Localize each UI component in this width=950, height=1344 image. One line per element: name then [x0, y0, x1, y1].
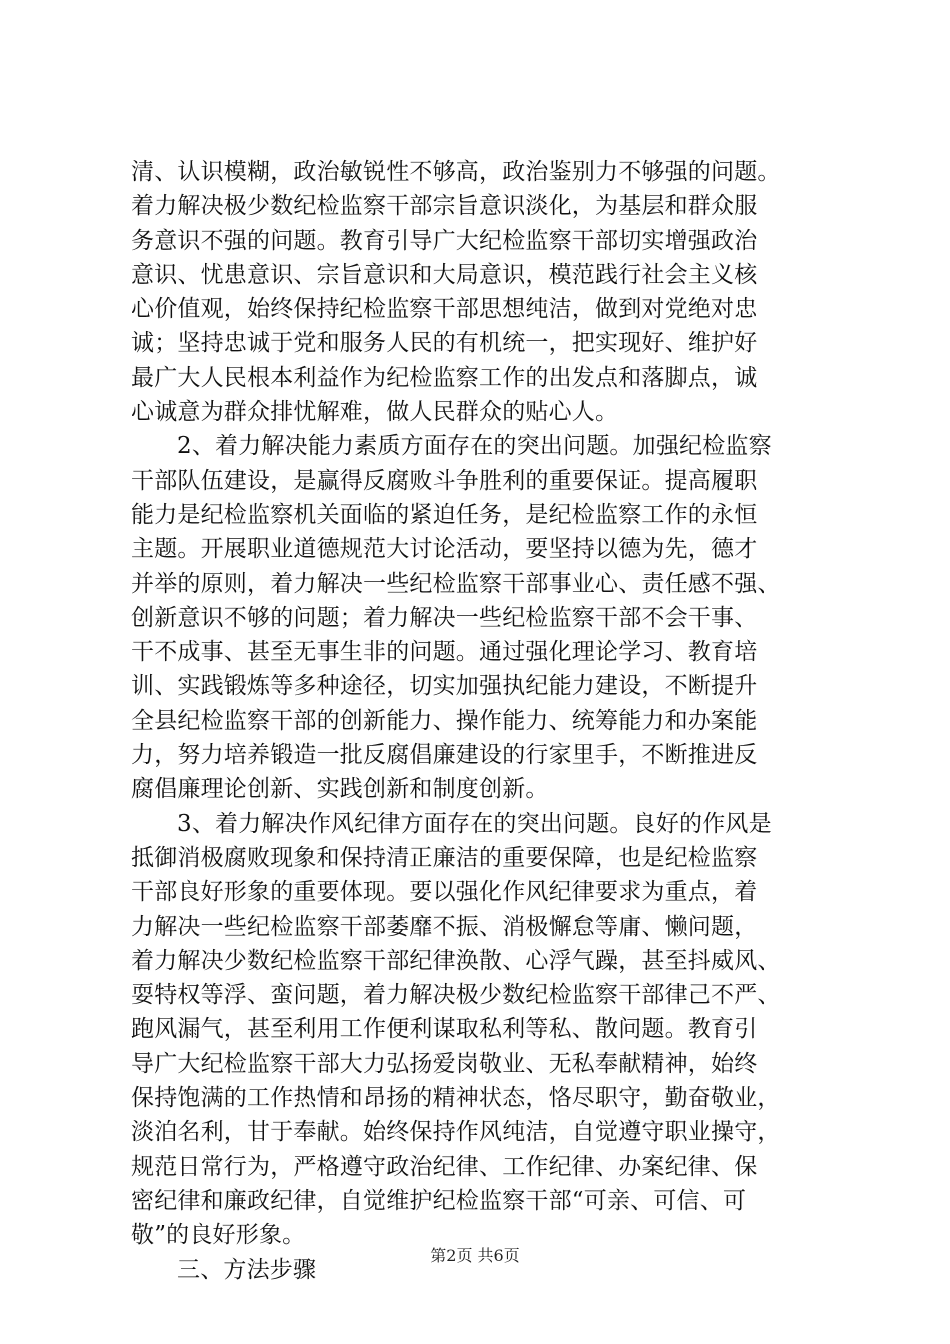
text-line: 密纪律和廉政纪律，自觉维护纪检监察干部“可亲、可信、可 — [131, 1187, 747, 1214]
text-line: 心诚意为群众排忧解难，做人民群众的贴心人。 — [131, 399, 619, 426]
paragraph-work-style-discipline — [131, 807, 831, 1253]
text-line: 干不成事、甚至无事生非的问题。通过强化理论学习、教育培 — [131, 639, 758, 666]
text-line: 干部良好形象的重要体现。要以强化作风纪律要求为重点，着 — [131, 879, 758, 906]
text-line: 力解决一些纪检监察干部萎靡不振、消极懈怠等庸、懒问题， — [131, 913, 758, 940]
text-line: 保持饱满的工作热情和昂扬的精神状态，恪尽职守，勤奋敬业， — [131, 1085, 781, 1112]
text-line: 淡泊名利，甘于奉献。始终保持作风纯洁，自觉遵守职业操守， — [131, 1119, 781, 1146]
text-line: 并举的原则，着力解决一些纪检监察干部事业心、责任感不强、 — [131, 570, 781, 597]
document-body — [131, 155, 831, 1287]
text-line: 规范日常行为，严格遵守政治纪律、工作纪律、办案纪律、保 — [131, 1153, 758, 1180]
text-line: 最广大人民根本利益作为纪检监察工作的出发点和落脚点，诚 — [131, 364, 758, 391]
text-line: 着力解决少数纪检监察干部纪律涣散、心浮气躁，甚至抖威风、 — [131, 947, 781, 974]
paragraph-ability-quality — [131, 429, 831, 806]
text-line: 创新意识不够的问题；着力解决一些纪检监察干部不会干事、 — [131, 604, 758, 631]
text-line: 主题。开展职业道德规范大讨论活动，要坚持以德为先，德才 — [131, 536, 758, 563]
text-line: 意识、忧患意识、宗旨意识和大局意识，模范践行社会主义核 — [131, 261, 758, 288]
text-line: 诚；坚持忠诚于党和服务人民的有机统一，把实现好、维护好 — [131, 330, 758, 357]
text-line: 跑风漏气，甚至利用工作便利谋取私利等私、散问题。教育引 — [131, 1016, 758, 1043]
text-line: 全县纪检监察干部的创新能力、操作能力、统筹能力和办案能 — [131, 707, 758, 734]
text-line: 三、方法步骤 — [177, 1256, 317, 1283]
text-line: 导广大纪检监察干部大力弘扬爱岗敬业、无私奉献精神，始终 — [131, 1050, 758, 1077]
text-line: 干部队伍建设，是赢得反腐败斗争胜利的重要保证。提高履职 — [131, 467, 758, 494]
text-line: 敬”的良好形象。 — [131, 1222, 306, 1249]
text-line: 能力是纪检监察机关面临的紧迫任务，是纪检监察工作的永恒 — [131, 501, 758, 528]
text-line: 腐倡廉理论创新、实践创新和制度创新。 — [131, 776, 549, 803]
text-line: 心价值观，始终保持纪检监察干部思想纯洁，做到对党绝对忠 — [131, 296, 758, 323]
text-line: 着力解决极少数纪检监察干部宗旨意识淡化，为基层和群众服 — [131, 193, 758, 220]
paragraph-continued — [131, 155, 831, 429]
text-line: 训、实践锻炼等多种途径，切实加强执纪能力建设，不断提升 — [131, 673, 758, 700]
text-line: 2、着力解决能力素质方面存在的突出问题。加强纪检监察 — [177, 433, 772, 460]
text-line: 耍特权等浮、蛮问题，着力解决极少数纪检监察干部律己不严、 — [131, 982, 781, 1009]
text-line: 抵御消极腐败现象和保持清正廉洁的重要保障，也是纪检监察 — [131, 844, 758, 871]
text-line: 务意识不强的问题。教育引导广大纪检监察干部切实增强政治 — [131, 227, 758, 254]
text-line: 力，努力培养锻造一批反腐倡廉建设的行家里手，不断推进反 — [131, 742, 758, 769]
text-line: 3、着力解决作风纪律方面存在的突出问题。良好的作风是 — [177, 810, 772, 837]
text-line: 清、认识模糊，政治敏锐性不够高，政治鉴别力不够强的问题。 — [131, 159, 781, 185]
page-number-footer: 第2页 共6页 — [430, 1246, 520, 1265]
